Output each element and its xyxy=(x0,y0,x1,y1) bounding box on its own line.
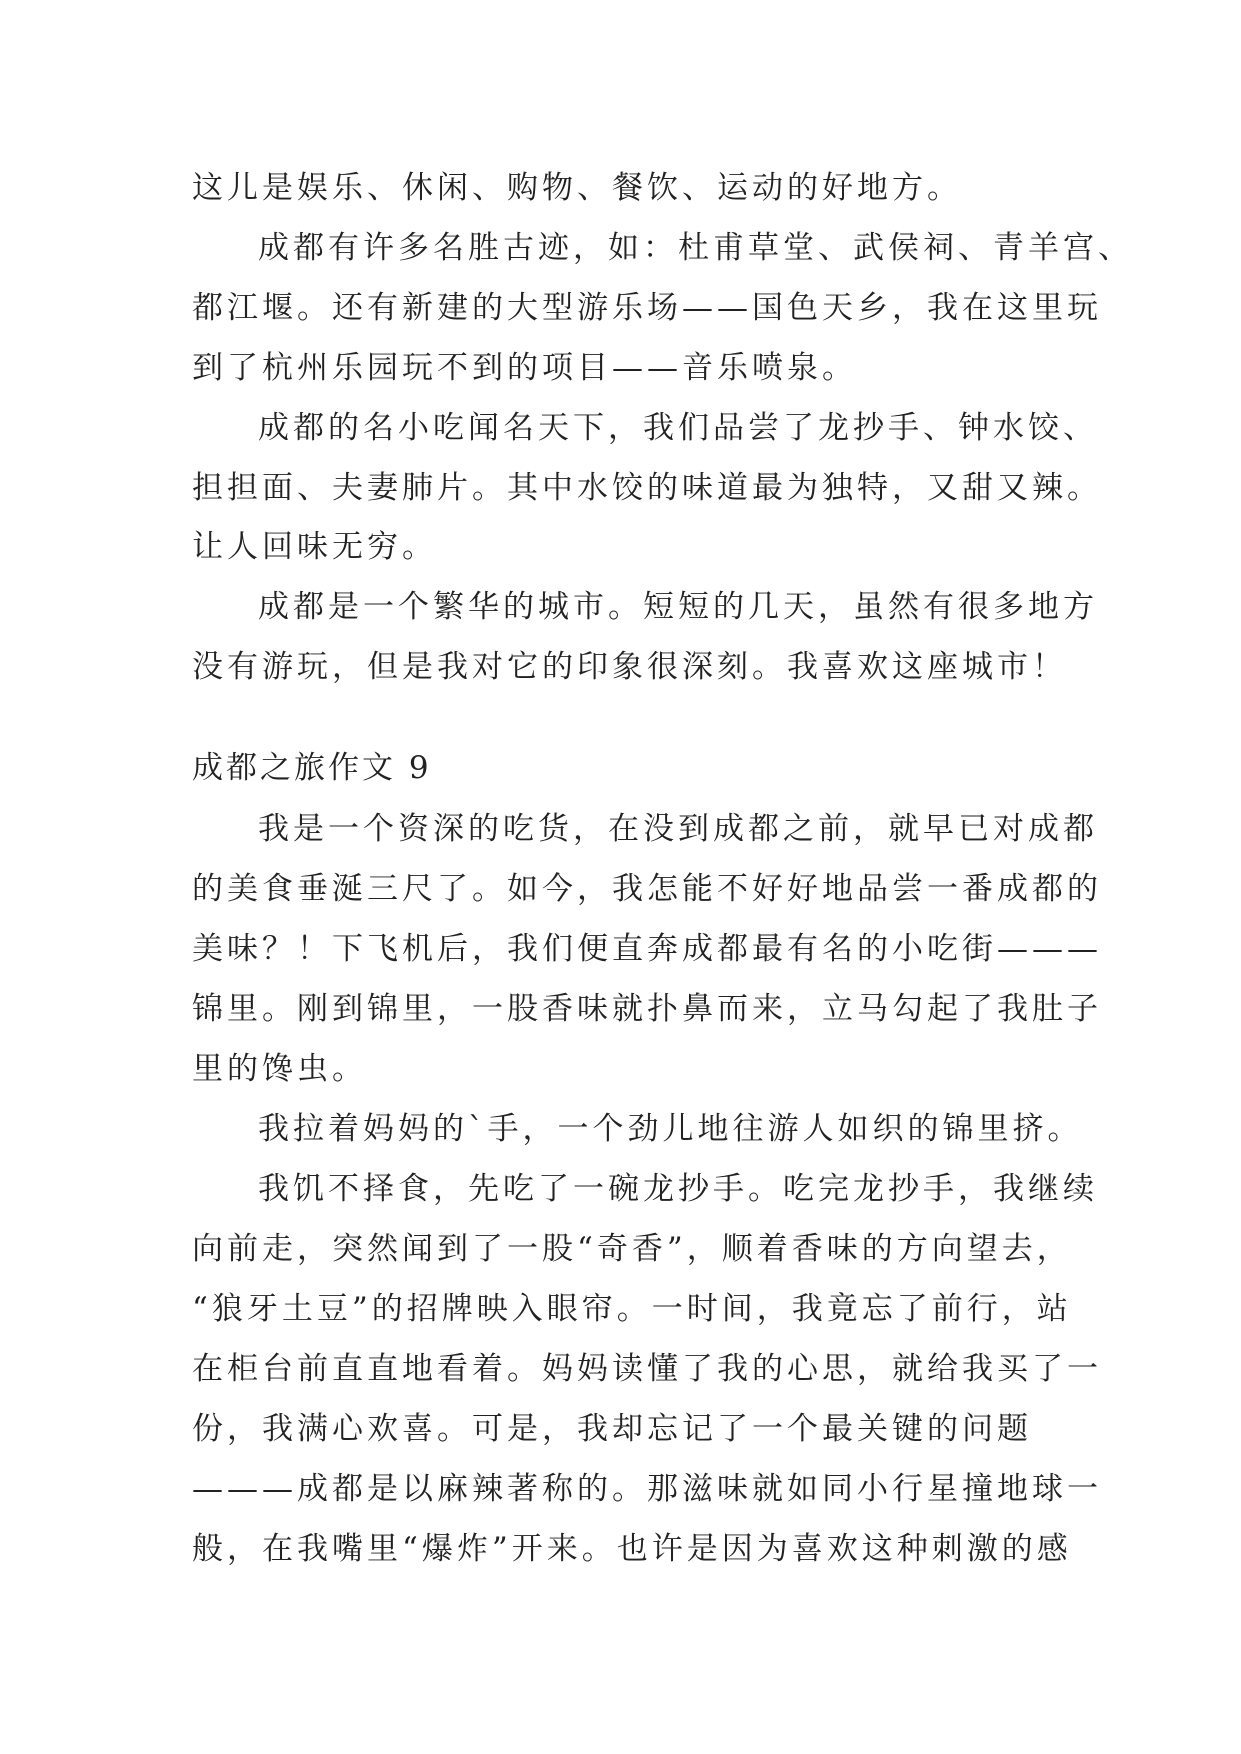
section-title: 成都之旅作文 9 xyxy=(192,750,432,786)
paragraph-line: 我是一个资深的吃货，在没到成都之前，就早已对成都 xyxy=(258,811,1098,847)
paragraph-line: 成都有许多名胜古迹，如：杜甫草堂、武侯祠、青羊宫、 xyxy=(258,230,1133,266)
paragraph-line: 份，我满心欢喜。可是，我却忘记了一个最关键的问题 xyxy=(192,1411,1032,1447)
paragraph-line: “狼牙土豆”的招牌映入眼帘。一时间，我竟忘了前行，站 xyxy=(192,1291,1072,1327)
paragraph-line: 我拉着妈妈的`手，一个劲儿地往游人如织的锦里挤。 xyxy=(258,1111,1083,1147)
paragraph-line: 锦里。刚到锦里，一股香味就扑鼻而来，立马勾起了我肚子 xyxy=(192,991,1102,1027)
paragraph-line: 里的馋虫。 xyxy=(192,1051,367,1087)
paragraph-line: 让人回味无穷。 xyxy=(192,529,437,565)
paragraph-line: 的美食垂涎三尺了。如今，我怎能不好好地品尝一番成都的 xyxy=(192,871,1102,907)
paragraph-line: 到了杭州乐园玩不到的项目——音乐喷泉。 xyxy=(192,350,857,386)
paragraph-line: 担担面、夫妻肺片。其中水饺的味道最为独特，又甜又辣。 xyxy=(192,470,1102,506)
paragraph-line: 成都的名小吃闻名天下，我们品尝了龙抄手、钟水饺、 xyxy=(258,410,1098,446)
paragraph-line: 我饥不择食，先吃了一碗龙抄手。吃完龙抄手，我继续 xyxy=(258,1171,1098,1207)
paragraph-line: 向前走，突然闻到了一股“奇香”，顺着香味的方向望去， xyxy=(192,1231,1072,1267)
paragraph-line: ———成都是以麻辣著称的。那滋味就如同小行星撞地球一 xyxy=(192,1471,1102,1507)
paragraph-line: 没有游玩，但是我对它的印象很深刻。我喜欢这座城市！ xyxy=(192,649,1067,685)
paragraph-line: 美味？！下飞机后，我们便直奔成都最有名的小吃街——— xyxy=(192,931,1102,967)
paragraph-line: 般，在我嘴里“爆炸”开来。也许是因为喜欢这种刺激的感 xyxy=(192,1531,1072,1567)
paragraph-line: 都江堰。还有新建的大型游乐场——国色天乡，我在这里玩 xyxy=(192,290,1102,326)
paragraph-line: 在柜台前直直地看着。妈妈读懂了我的心思，就给我买了一 xyxy=(192,1351,1102,1387)
paragraph-line: 这儿是娱乐、休闲、购物、餐饮、运动的好地方。 xyxy=(192,170,962,206)
paragraph-line: 成都是一个繁华的城市。短短的几天，虽然有很多地方 xyxy=(258,589,1098,625)
